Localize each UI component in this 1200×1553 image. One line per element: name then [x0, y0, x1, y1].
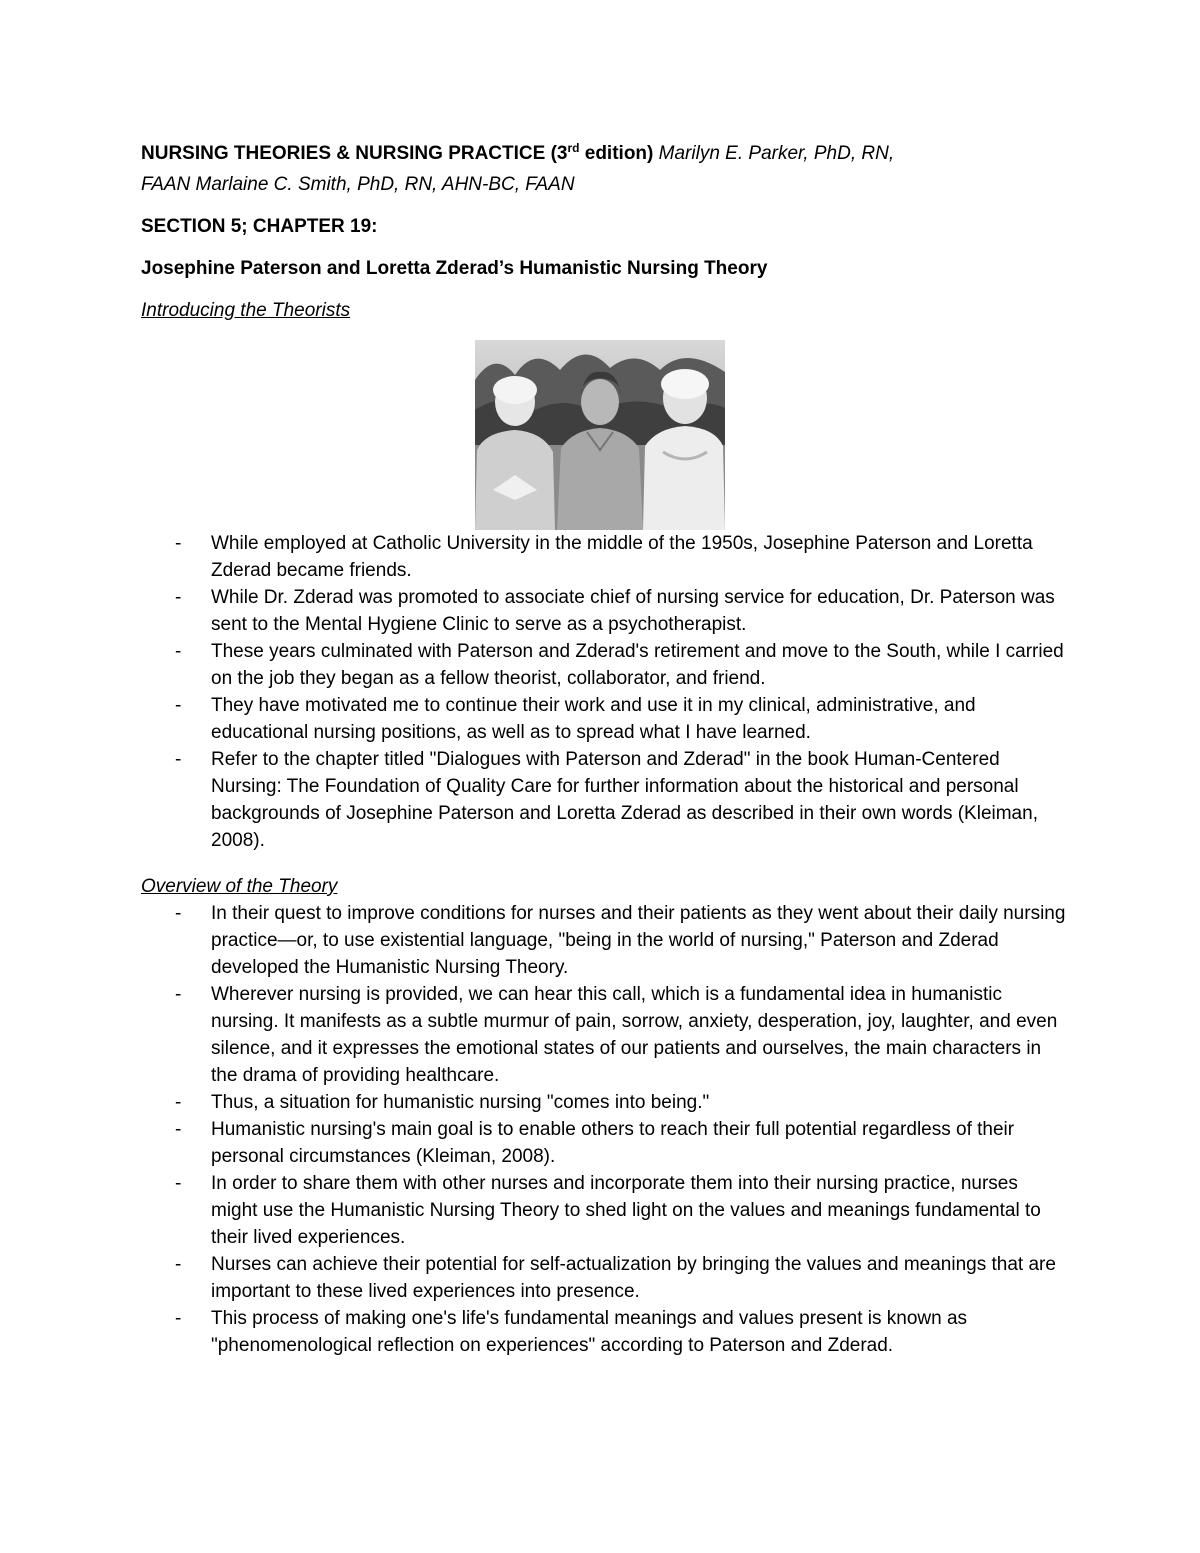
authors-line-2: FAAN Marlaine C. Smith, PhD, RN, AHN-BC, FAAN [141, 174, 575, 195]
list-item: - Nurses can achieve their potential for self-actualization by bringing the values and meanings that are important to these lived experiences into presence. [141, 1251, 1066, 1305]
list-item: - Wherever nursing is provided, we can hear this call, which is a fundamental idea in humanistic nursing. It manifests as a subtle murmur of pain, sorrow, anxiety, desperation, joy, laughter, and even silence, and it expresses the emotional states of our patients and ourselves, the main characters in the drama of providing healthcare. [141, 981, 1066, 1089]
list-item: - Refer to the chapter titled "Dialogues with Paterson and Zderad" in the book Human-Centered Nursing: The Foundation of Quality Care for further information about the historical and personal backgrounds of Josephine Paterson and Loretta Zderad as described in their own words (Kleiman, 2008). [141, 746, 1066, 854]
bullet-dash: - [175, 1254, 182, 1275]
bullet-dash: - [175, 749, 182, 770]
introducing-list [141, 530, 1066, 854]
overview-list [141, 900, 1066, 1359]
bullet-dash: - [175, 695, 182, 716]
bullet-dash: - [175, 533, 182, 554]
bullet-dash: - [175, 984, 182, 1005]
list-item: - While Dr. Zderad was promoted to associate chief of nursing service for education, Dr. Paterson was sent to the Mental Hygiene Clinic to serve as a psychotherapist. [141, 584, 1066, 638]
chapter-title: Josephine Paterson and Loretta Zderad’s Humanistic Nursing Theory [141, 258, 768, 279]
bullet-dash: - [175, 1092, 182, 1113]
section-label: SECTION 5; CHAPTER 19: [141, 216, 378, 237]
list-item: - This process of making one's life's fundamental meanings and values present is known as "phenomenological reflection on experiences" according to Paterson and Zderad. [141, 1305, 1066, 1359]
book-title: NURSING THEORIES & NURSING PRACTICE (3 [141, 143, 568, 164]
document-page [141, 138, 1066, 1359]
bullet-dash: - [175, 1173, 182, 1194]
bullet-dash: - [175, 587, 182, 608]
list-item: - Humanistic nursing's main goal is to enable others to reach their full potential regardless of their personal circumstances (Kleiman, 2008). [141, 1116, 1066, 1170]
list-item: - Thus, a situation for humanistic nursing "comes into being." [141, 1089, 1066, 1116]
bullet-dash: - [175, 641, 182, 662]
bullet-dash: - [175, 903, 182, 924]
list-item: - These years culminated with Paterson and Zderad's retirement and move to the South, while I carried on the job they began as a fellow theorist, collaborator, and friend. [141, 638, 1066, 692]
introducing-heading: Introducing the Theorists [141, 300, 351, 321]
overview-heading: Overview of the Theory [141, 876, 338, 897]
theorists-photo [475, 340, 725, 530]
book-citation [141, 138, 1066, 200]
list-item: - In order to share them with other nurses and incorporate them into their nursing practice, nurses might use the Humanistic Nursing Theory to shed light on the values and meanings fundamental to their lived experiences. [141, 1170, 1066, 1251]
bullet-dash: - [175, 1308, 182, 1329]
edition-superscript: rd [567, 141, 580, 155]
list-item: - While employed at Catholic University in the middle of the 1950s, Josephine Paterson and Loretta Zderad became friends. [141, 530, 1066, 584]
bullet-dash: - [175, 1119, 182, 1140]
edition-suffix: edition) [579, 143, 654, 164]
list-item: - In their quest to improve conditions for nurses and their patients as they went about their daily nursing practice—or, to use existential language, "being in the world of nursing," Paterson and Zderad developed the Humanistic Nursing Theory. [141, 900, 1066, 981]
list-item: - They have motivated me to continue their work and use it in my clinical, administrative, and educational nursing positions, as well as to spread what I have learned. [141, 692, 1066, 746]
authors-line-1: Marilyn E. Parker, PhD, RN, [653, 143, 895, 164]
